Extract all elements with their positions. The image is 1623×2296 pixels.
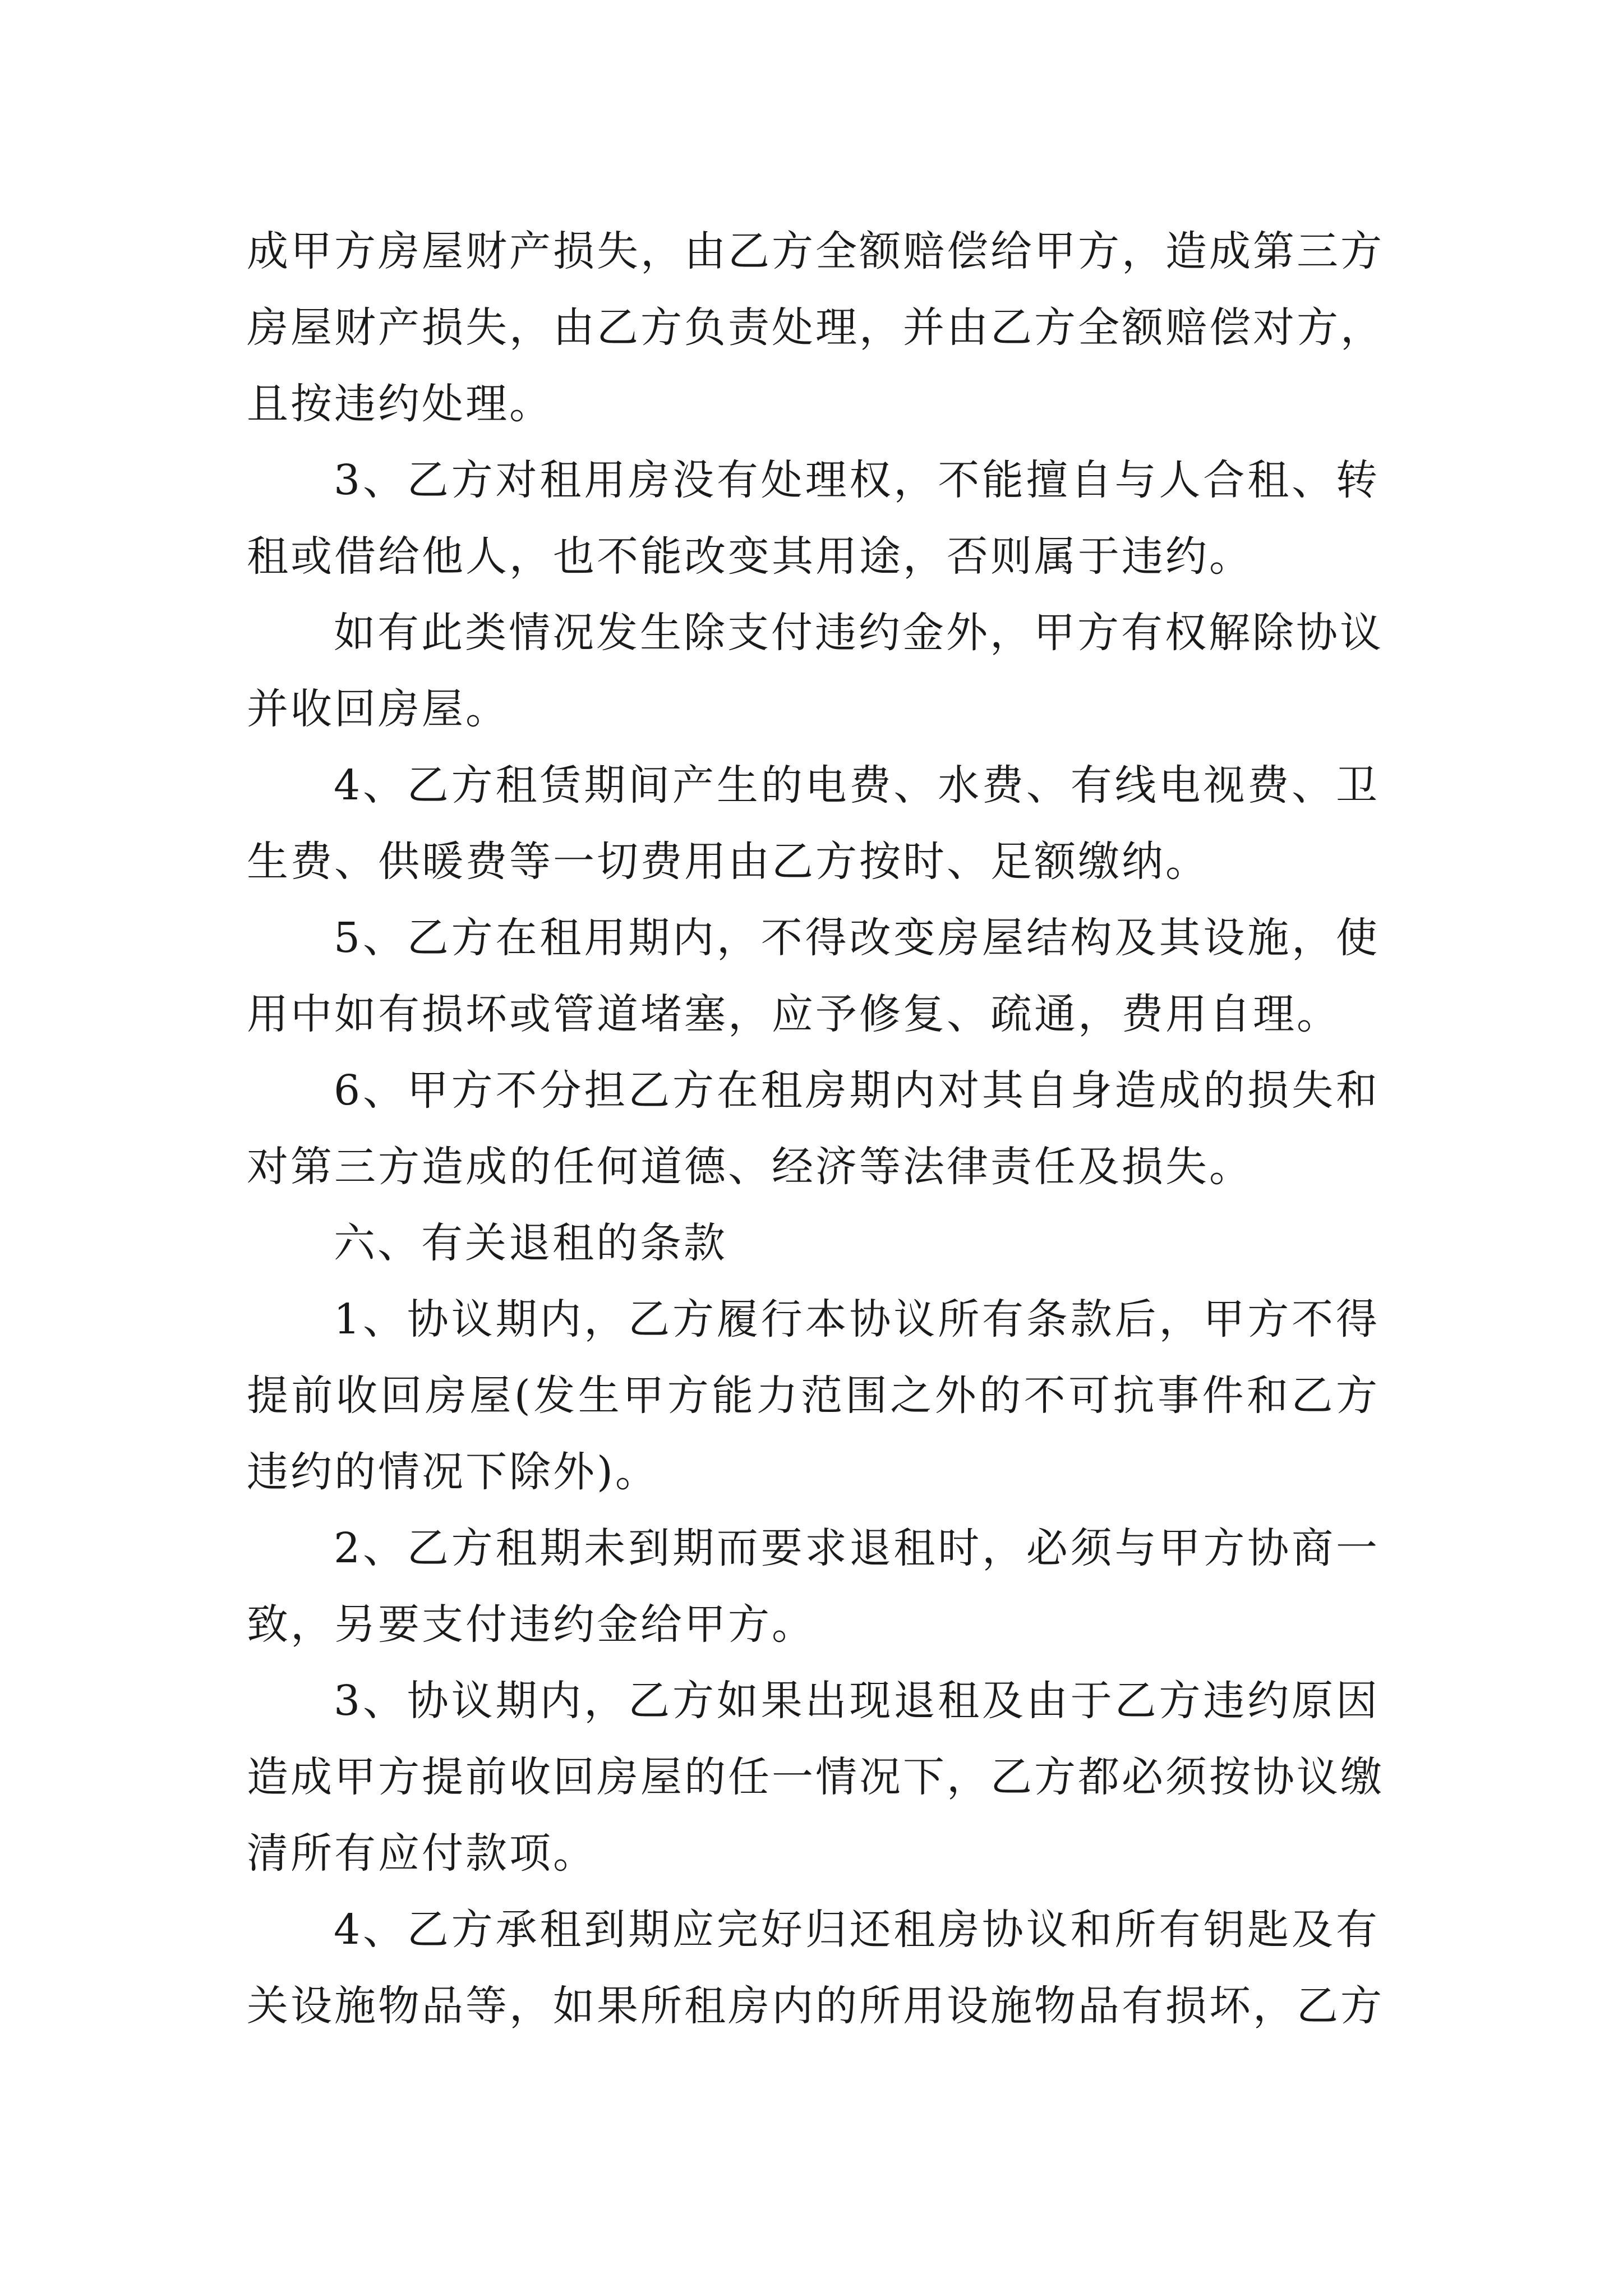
text-line: 1、协议期内，乙方履行本协议所有条款后，甲方不得	[334, 1295, 1380, 1343]
text-line: 生费、供暖费等一切费用由乙方按时、足额缴纳。	[247, 838, 1209, 886]
document-body	[247, 213, 1384, 2044]
text-line: 房屋财产损失，由乙方负责处理，并由乙方全额赔偿对方，	[247, 303, 1384, 352]
text-line: 成甲方房屋财产损失，由乙方全额赔偿给甲方，造成第三方	[247, 227, 1384, 275]
text-line: 造成甲方提前收回房屋的任一情况下，乙方都必须按协议缴	[247, 1753, 1384, 1801]
text-line: 租或借给他人，也不能改变其用途，否则属于违约。	[247, 532, 1253, 581]
text-line: 用中如有损坏或管道堵塞，应予修复、疏通，费用自理。	[247, 990, 1340, 1038]
text-line: 且按违约处理。	[247, 380, 553, 428]
text-line: 5、乙方在租用期内，不得改变房屋结构及其设施，使	[334, 914, 1380, 962]
text-line: 清所有应付款项。	[247, 1829, 597, 1878]
text-line: 致，另要支付违约金给甲方。	[247, 1600, 815, 1649]
text-line: 关设施物品等，如果所租房内的所用设施物品有损坏，乙方	[247, 1982, 1384, 2030]
text-line: 如有此类情况发生除支付违约金外，甲方有权解除协议	[334, 609, 1384, 657]
text-line: 3、乙方对租用房没有处理权，不能擅自与人合租、转	[334, 456, 1380, 504]
text-line: 4、乙方租赁期间产生的电费、水费、有线电视费、卫	[334, 761, 1380, 809]
text-line: 违约的情况下除外)。	[247, 1448, 659, 1496]
text-line: 6、甲方不分担乙方在租房期内对其自身造成的损失和	[334, 1066, 1380, 1115]
section-heading: 六、有关退租的条款	[334, 1219, 727, 1267]
text-line: 对第三方造成的任何道德、经济等法律责任及损失。	[247, 1143, 1253, 1191]
text-line: 3、协议期内，乙方如果出现退租及由于乙方违约原因	[334, 1677, 1380, 1725]
text-line: 提前收回房屋(发生甲方能力范围之外的不可抗事件和乙方	[247, 1372, 1380, 1420]
text-line: 4、乙方承租到期应完好归还租房协议和所有钥匙及有	[334, 1906, 1380, 1954]
text-line: 并收回房屋。	[247, 685, 509, 733]
text-line: 2、乙方租期未到期而要求退租时，必须与甲方协商一	[334, 1524, 1380, 1572]
